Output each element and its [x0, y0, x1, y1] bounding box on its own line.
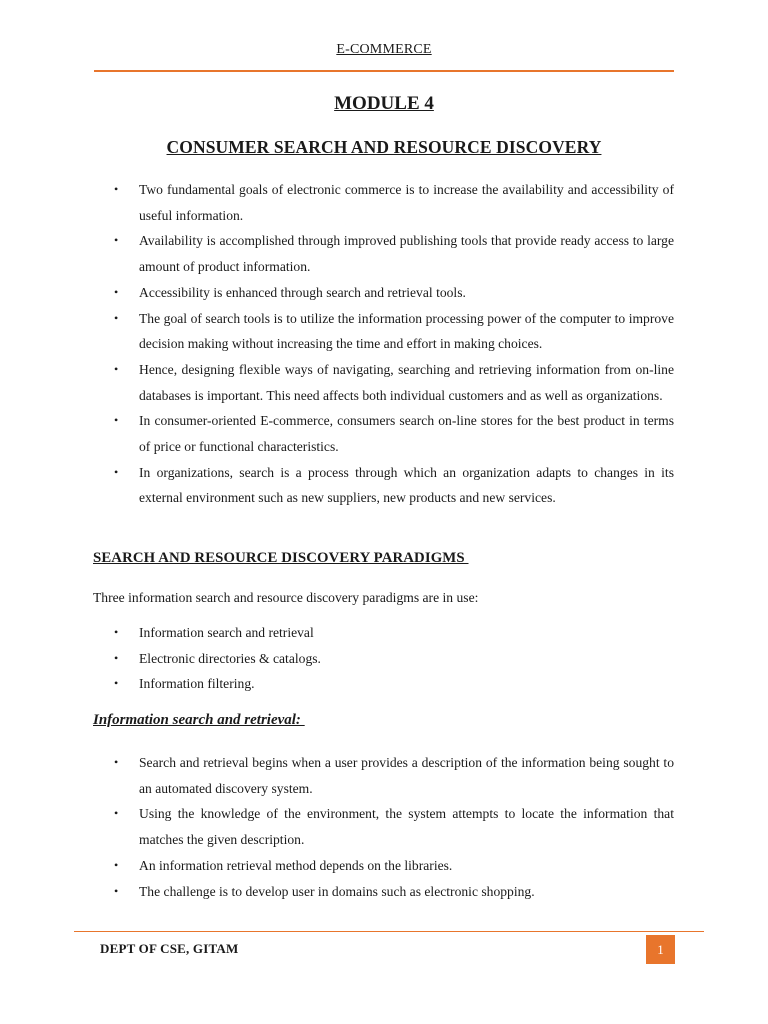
list-item-text: Using the knowledge of the environment, the system attempts to locate the information that matches the given description.: [139, 806, 674, 848]
list-item: [114, 306, 674, 357]
page-number-badge: 1: [646, 935, 675, 964]
list-item: [114, 620, 674, 646]
list-item-text: Information search and retrieval: [139, 625, 314, 640]
list-item: [114, 460, 674, 511]
bullet-icon: •: [114, 233, 119, 248]
list-item-text: Two fundamental goals of electronic commerce is to increase the availability and accessibility of useful information.: [139, 182, 674, 223]
list-item-text: Hence, designing flexible ways of navigating, searching and retrieving information from on-line databases is important. This need affects both individual customers and as well as organizations.: [139, 361, 674, 403]
retrieval-bullet-list: [114, 750, 674, 904]
bullet-icon: •: [114, 361, 119, 376]
list-item: [114, 853, 674, 879]
paradigms-heading: SEARCH AND RESOURCE DISCOVERY PARADIGMS: [93, 550, 469, 566]
list-item: [114, 357, 674, 408]
retrieval-heading: Information search and retrieval:: [93, 712, 305, 728]
list-item-text: The goal of search tools is to utilize the information processing power of the computer to improve decision making without increasing the time and effort in making choices.: [139, 310, 674, 352]
list-item-text: In consumer-oriented E-commerce, consumers search on-line stores for the best product in terms of price or functional characteristics.: [139, 413, 674, 455]
footer-rule: [74, 931, 704, 932]
list-item-text: The challenge is to develop user in domains such as electronic shopping.: [139, 883, 535, 899]
bullet-icon: •: [114, 806, 119, 821]
bullet-icon: •: [114, 284, 119, 299]
footer-department: DEPT OF CSE, GITAM: [100, 941, 239, 956]
intro-bullet-list: [114, 177, 674, 511]
list-item-text: Electronic directories & catalogs.: [139, 650, 321, 666]
header-rule: [94, 70, 674, 72]
chapter-heading: CONSUMER SEARCH AND RESOURCE DISCOVERY: [166, 137, 602, 157]
list-item-text: Information filtering.: [139, 676, 255, 692]
list-item-text: Search and retrieval begins when a user provides a description of the information being sought to an automated discovery system.: [139, 755, 674, 796]
list-item: [114, 879, 674, 905]
list-item-text: Availability is accomplished through improved publishing tools that provide ready access to large amount of product information.: [139, 233, 674, 275]
bullet-icon: •: [114, 755, 119, 769]
bullet-icon: •: [114, 413, 119, 428]
paradigms-list: [114, 620, 674, 697]
list-item: [114, 280, 674, 306]
list-item: [114, 408, 674, 459]
list-item-text: An information retrieval method depends on the libraries.: [139, 857, 453, 873]
bullet-icon: •: [114, 182, 119, 196]
list-item: [114, 750, 674, 801]
list-item: [114, 228, 674, 279]
list-item: [114, 671, 674, 697]
bullet-icon: •: [114, 650, 119, 665]
list-item: [114, 801, 674, 852]
list-item-text: Accessibility is enhanced through search and retrieval tools.: [139, 284, 466, 300]
paradigms-intro: Three information search and resource discovery paradigms are in use:: [93, 590, 479, 605]
list-item-text: In organizations, search is a process through which an organization adapts to changes in its external environment such as new suppliers, new products and new services.: [139, 464, 674, 506]
bullet-icon: •: [114, 625, 119, 639]
list-item: [114, 646, 674, 672]
running-header: E-COMMERCE: [336, 42, 432, 57]
bullet-icon: •: [114, 310, 119, 325]
bullet-icon: •: [114, 676, 119, 691]
module-title: MODULE 4: [334, 93, 434, 114]
bullet-icon: •: [114, 883, 119, 898]
bullet-icon: •: [114, 857, 119, 872]
list-item: [114, 177, 674, 228]
bullet-icon: •: [114, 464, 119, 479]
